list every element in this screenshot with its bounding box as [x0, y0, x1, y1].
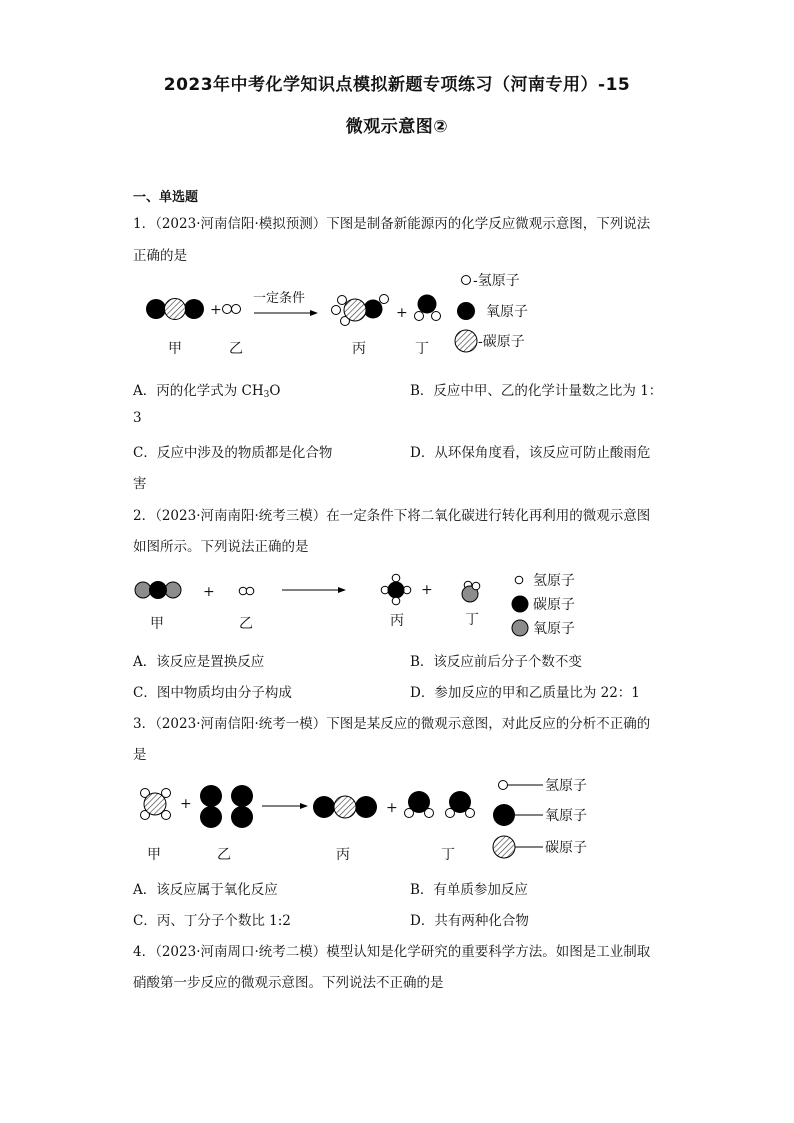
q3-stem-line2: 是: [133, 747, 147, 763]
q1-option-c[interactable]: C．反应中涉及的物质都是化合物: [133, 445, 333, 461]
q2-plus-1: +: [203, 584, 215, 600]
q3-option-b[interactable]: B．有单质参加反应: [410, 882, 528, 898]
q2-figure: [0, 566, 794, 646]
q4-stem-line2: 硝酸第一步反应的微观示意图。下列说法不正确的是: [133, 975, 444, 991]
q2-option-a[interactable]: A．该反应是置换反应: [133, 654, 265, 670]
q1-arrow-label: 一定条件: [253, 291, 306, 306]
q3-molecule-yi: [200, 785, 253, 828]
q2-option-d[interactable]: D．参加反应的甲和乙质量比为 22：1: [410, 685, 640, 701]
q3-legend-o-icon: [493, 804, 515, 826]
q3-molecule-ding: [405, 791, 475, 818]
q2-legend-o: 氧原子: [533, 621, 575, 637]
q2-stem-line1: 2．（2023·河南南阳·统考三模）在一定条件下将二氧化碳进行转化再利用的微观示意图: [133, 508, 651, 524]
q3-option-c[interactable]: C．丙、丁分子个数比 1:2: [133, 913, 291, 929]
q1-option-a[interactable]: [133, 379, 280, 400]
q2-option-b[interactable]: B．该反应前后分子个数不变: [410, 654, 582, 670]
q2-molecule-bing: [381, 574, 411, 605]
q3-arrow-head: [300, 803, 308, 809]
q1-legend-h-icon: [462, 276, 471, 285]
q1-legend-c-icon: [455, 330, 477, 352]
q2-plus-2: +: [421, 582, 433, 598]
q1-legend-o: 氧原子: [486, 304, 528, 320]
q3-molecule-bing: [313, 796, 377, 818]
q1-label-ding: 丁: [415, 341, 429, 357]
q3-option-d[interactable]: D．共有两种化合物: [410, 913, 529, 929]
q3-molecule-jia: [141, 789, 171, 820]
q3-stem-line1: 3．（2023·河南信阳·统考一模）下图是某反应的微观示意图，对此反应的分析不正确的: [133, 716, 651, 732]
q1-molecule-ding: [415, 295, 441, 321]
q2-molecule-jia: [135, 581, 181, 599]
q3-figure: [0, 770, 794, 870]
q1-legend-c: -碳原子: [478, 334, 525, 350]
q2-stem-line2: 如图所示。下列说法正确的是: [133, 539, 309, 555]
q1-molecule-jia: [146, 299, 204, 320]
q1-option-d[interactable]: D．从环保角度看，该反应可防止酸雨危: [410, 445, 651, 461]
q1-plus-1: +: [210, 302, 222, 318]
q3-plus-1: +: [180, 796, 192, 812]
q3-label-jia: 甲: [147, 847, 161, 863]
q2-legend-h-icon: [515, 576, 523, 584]
section-heading: 一、单选题: [133, 190, 199, 205]
q3-legend-c: 碳原子: [545, 840, 587, 856]
doc-title-line2: 微观示意图②: [345, 117, 449, 137]
q3-plus-2: +: [386, 800, 398, 816]
q1-stem-line2: 正确的是: [133, 248, 187, 264]
q2-legend-c-icon: [512, 596, 529, 613]
q1-option-a-post: O: [269, 383, 281, 399]
q1-option-a-text: A．丙的化学式为 CH: [133, 383, 264, 399]
q2-arrow-head: [338, 587, 346, 593]
q1-arrow-head: [310, 310, 318, 316]
q1-molecule-yi: [223, 305, 241, 314]
q3-legend-o: 氧原子: [545, 808, 587, 824]
q3-label-bing: 丙: [336, 847, 350, 863]
q3-option-a[interactable]: A．该反应属于氧化反应: [133, 882, 278, 898]
q1-plus-2: +: [396, 305, 408, 321]
q3-legend-h: 氢原子: [545, 778, 587, 794]
q2-label-yi: 乙: [239, 616, 253, 632]
q3-label-yi: 乙: [217, 847, 231, 863]
q1-legend-h: -氢原子: [473, 273, 520, 289]
doc-title-line1: 2023年中考化学知识点模拟新题专项练习（河南专用）-15: [163, 75, 631, 95]
q3-legend-c-icon: [493, 836, 515, 858]
q2-legend-c: 碳原子: [533, 597, 575, 613]
q4-stem-line1: 4．（2023·河南周口·统考二模）模型认知是化学研究的重要科学方法。如图是工业制取: [133, 944, 651, 960]
q2-label-ding: 丁: [465, 612, 479, 628]
q2-legend: [512, 573, 576, 637]
q1-legend-o-icon: [457, 302, 475, 320]
q1-label-yi: 乙: [229, 341, 243, 357]
q1-option-b-cont: 3: [133, 410, 142, 426]
q1-option-d-cont: 害: [133, 476, 147, 492]
q2-label-jia: 甲: [150, 616, 164, 632]
q1-stem-line1: 1．（2023·河南信阳·模拟预测）下图是制备新能源丙的化学反应微观示意图，下列说法: [133, 216, 651, 232]
q2-molecule-ding: [462, 581, 480, 602]
q1-figure: [0, 266, 794, 366]
q1-label-bing: 丙: [352, 341, 366, 357]
q1-legend: [455, 273, 528, 352]
q1-molecule-bing: [332, 295, 389, 326]
q1-option-b[interactable]: B．反应中甲、乙的化学计量数之比为 1：: [410, 383, 663, 399]
q1-option-a-sub: 3: [263, 390, 270, 400]
q1-label-jia: 甲: [168, 341, 182, 357]
q3-label-ding: 丁: [441, 847, 455, 863]
q2-option-c[interactable]: C．图中物质均由分子构成: [133, 685, 292, 701]
q3-legend-h-icon: [499, 781, 508, 790]
q2-label-bing: 丙: [390, 613, 404, 629]
q3-legend: [493, 778, 587, 858]
q2-legend-h: 氢原子: [533, 573, 575, 589]
q2-molecule-yi: [239, 587, 254, 595]
q2-legend-o-icon: [512, 620, 528, 636]
